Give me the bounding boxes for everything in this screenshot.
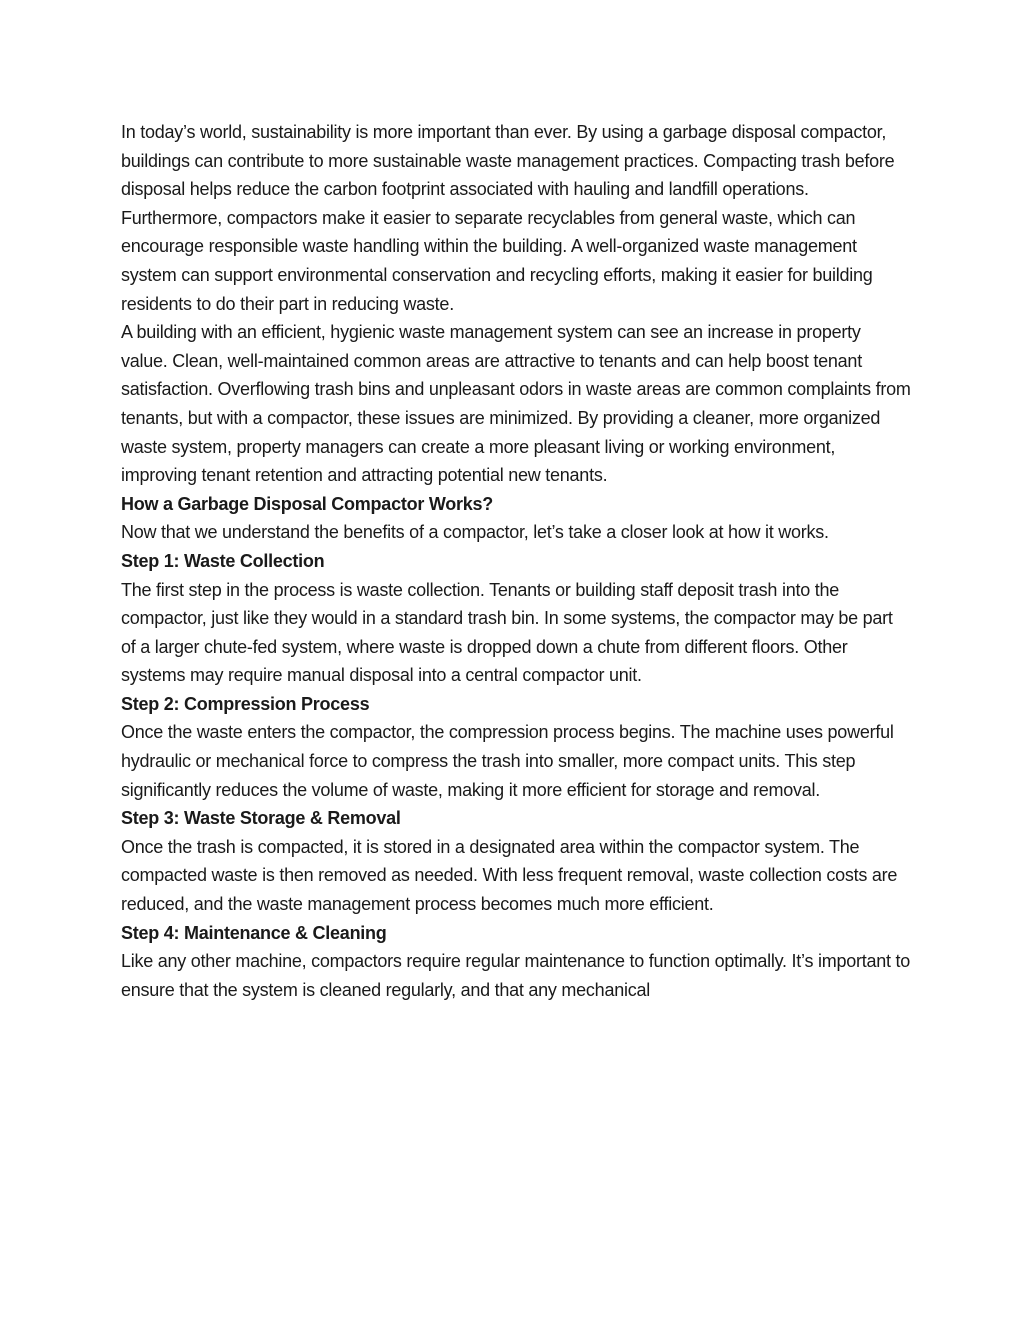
heading-how-it-works: How a Garbage Disposal Compactor Works? xyxy=(121,493,494,514)
heading-step-2: Step 2: Compression Process xyxy=(121,693,370,714)
paragraph-how-it-works-intro: Now that we understand the benefits of a compactor, let’s take a closer look at how it works. xyxy=(121,522,829,543)
paragraph-step-3: Once the trash is compacted, it is stored in a designated area within the compactor system. The compacted waste is then removed as needed. With less frequent removal, waste collection costs are reduced, and the waste management process becomes much more efficient. xyxy=(121,836,898,915)
paragraph-step-1: The first step in the process is waste collection. Tenants or building staff deposit trash into the compactor, just like they would in a standard trash bin. In some systems, the compactor may be part of a larger chute-fed system, where waste is dropped down a chute from different floors. Other systems may require manual disposal into a central compactor unit. xyxy=(121,579,893,686)
paragraph-step-2: Once the waste enters the compactor, the compression process begins. The machine uses powerful hydraulic or mechanical force to compress the trash into smaller, more compact units. This step significantly reduces the volume of waste, making it more efficient for storage and removal. xyxy=(121,722,894,800)
paragraph-sustainability: In today’s world, sustainability is more important than ever. By using a garbage disposal compactor, buildings can contribute to more sustainable waste management practices. Compacting trash before disposal helps reduce the carbon footprint associated with hauling and landfill operations. Furthermore, compactors make it easier to separate recyclables from general waste, which can encourage responsible waste handling within the building. A well-organized waste management system can support environmental conservation and recycling efforts, making it easier for building residents to do their part in reducing waste. xyxy=(121,122,895,314)
paragraph-step-4: Like any other machine, compactors require regular maintenance to function optimally. It’s important to ensure that the system is cleaned regularly, and that any mechanical xyxy=(121,951,910,1000)
document-page xyxy=(121,118,911,1004)
heading-step-4: Step 4: Maintenance & Cleaning xyxy=(121,922,387,943)
paragraph-property-value: A building with an efficient, hygienic waste management system can see an increase in property value. Clean, well-maintained common areas are attractive to tenants and can help boost tenant satisfaction. Overflowing trash bins and unpleasant odors in waste areas are common complaints from tenants, but with a compactor, these issues are minimized. By providing a cleaner, more organized waste system, property managers can create a more pleasant living or working environment, improving tenant retention and attracting potential new tenants. xyxy=(121,322,911,486)
heading-step-3: Step 3: Waste Storage & Removal xyxy=(121,808,401,829)
heading-step-1: Step 1: Waste Collection xyxy=(121,550,325,571)
